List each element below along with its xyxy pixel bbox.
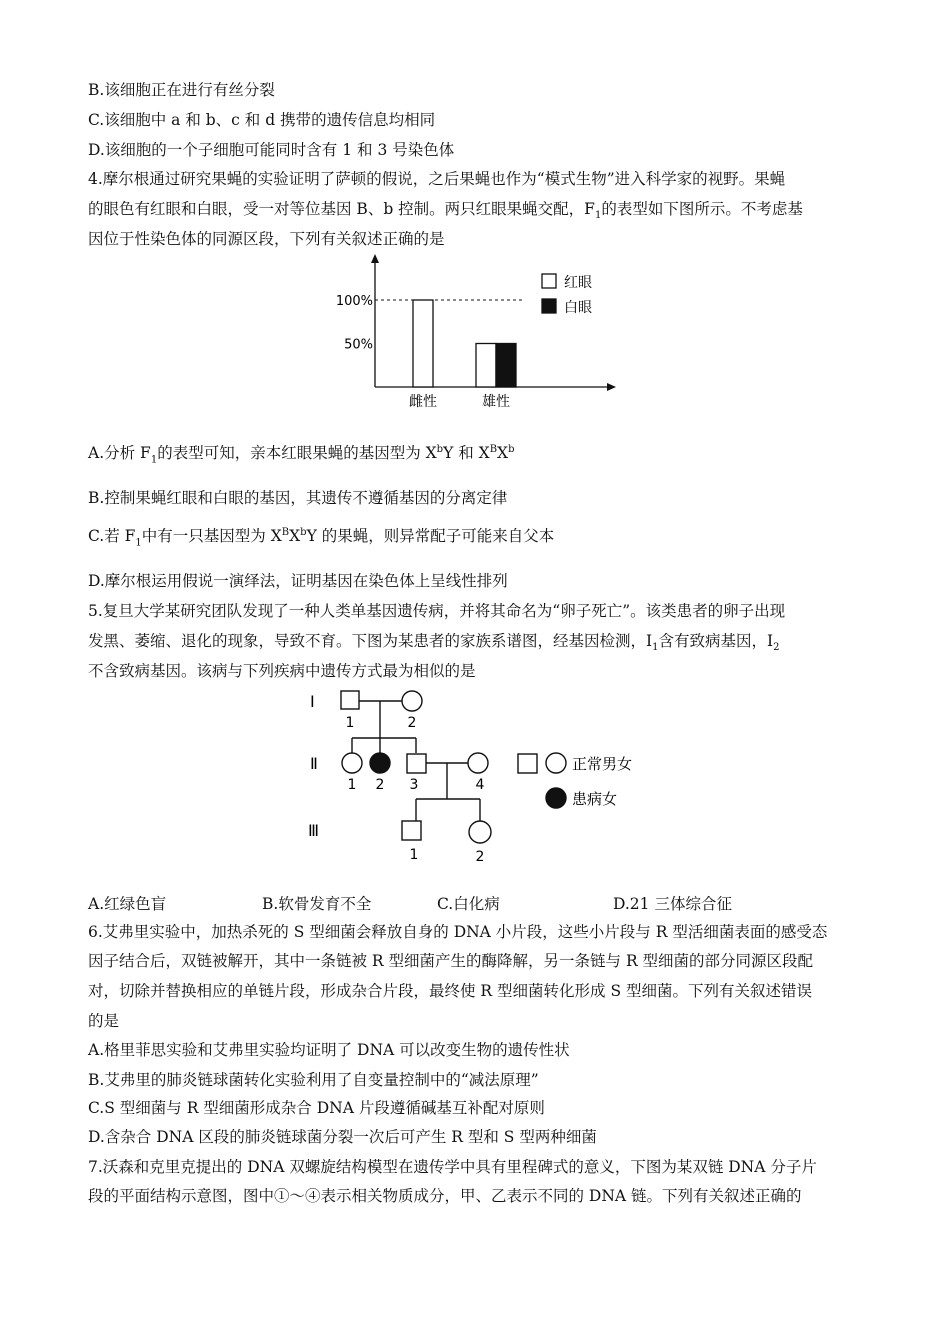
eye-color-bar-chart [330,252,630,412]
q5-option-d: D.21 三体综合征 [613,895,732,913]
q6-option-b: B.艾弗里的肺炎链球菌转化实验利用了自变量控制中的“减法原理” [88,1071,539,1089]
q4-option-a: A.分析 $F_1$的表型可知，亲本红眼果蝇的基因型为 $X^bY$ 和 $X^BX^b$ [88,444,515,466]
q4-option-b: B.控制果蝇红眼和白眼的基因，其遗传不遵循基因的分离定律 [88,489,508,507]
q5-stem-line3: 不含致病基因。该病与下列疾病中遗传方式最为相似的是 [88,662,476,680]
q5-stem-line1: 5.复旦大学某研究团队发现了一种人类单基因遗传病，并将其命名为“卵子死亡”。该类患者的卵子出现 [88,602,786,620]
bar-male-white [496,344,516,388]
q3-option-c: C.该细胞中 a 和 b、c 和 d 携带的遗传信息均相同 [88,111,436,129]
ii3-number: 3 [409,777,419,793]
ii4-female-normal [468,753,488,773]
gen-label-2: Ⅱ [310,754,318,773]
legend-male-normal [518,754,537,773]
ytick-label-50: 50% [344,337,373,353]
q7-stem-line2: 段的平面结构示意图，图中①～④表示相关物质成分，甲、乙表示不同的 DNA 链。下列有关叙述正确的 [88,1187,802,1205]
iii1-male-normal [402,821,421,840]
q6-stem-line2: 因子结合后，双链被解开，其中一条链被 R 型细菌产生的酶降解，另一条链与 R 型细菌的部分同源区段配 [88,952,814,970]
q5-stem-line2: 发黑、萎缩、退化的现象，导致不育。下图为某患者的家族系谱图，经基因检测，$Ⅰ_1$含有致病基因，$Ⅰ_2$ [88,632,780,654]
ii1-female-normal [342,753,362,773]
legend-female-affected [546,788,566,808]
ii2-number: 2 [375,777,385,793]
family-pedigree [300,686,660,868]
q4-option-c: C.若 $F_1$中有一只基因型为 $X^BX^bY$ 的果蝇，则异常配子可能来自父本 [88,527,555,549]
i1-male-normal [341,691,359,709]
q6-option-a: A.格里菲思实验和艾弗里实验均证明了 DNA 可以改变生物的遗传性状 [88,1041,570,1059]
q4-stem-line3: 因位于性染色体的同源区段，下列有关叙述正确的是 [88,230,445,248]
q6-option-c: C.S 型细菌与 R 型细菌形成杂合 DNA 片段遵循碱基互补配对原则 [88,1099,545,1117]
bar-female-red [413,300,433,387]
q3-option-d: D.该细胞的一个子细胞可能同时含有 1 和 3 号染色体 [88,141,455,159]
ii1-number: 1 [347,777,357,793]
ii4-number: 4 [475,777,485,793]
y-axis-arrow [371,254,379,263]
q5-option-c: C.白化病 [437,895,500,913]
iii1-number: 1 [409,847,419,863]
q4-stem-line2: 的眼色有红眼和白眼，受一对等位基因 B、b 控制。两只红眼果蝇交配，$F_1$的表型如下图所示。不考虑基 [88,200,803,222]
q4-stem-line1: 4.摩尔根通过研究果蝇的实验证明了萨顿的假说，之后果蝇也作为“模式生物”进入科学家的视野。果蝇 [88,170,786,188]
ii2-female-affected [370,753,390,773]
bar-male-red [476,344,496,388]
q6-stem-line3: 对，切除并替换相应的单链片段，形成杂合片段，最终使 R 型细菌转化形成 S 型细菌。下列有关叙述错误 [88,982,813,1000]
gen-label-3: Ⅲ [308,821,320,840]
legend-red-swatch [542,274,556,288]
legend-white-swatch [542,299,556,313]
legend-normal-label: 正常男女 [572,755,633,773]
iii2-number: 2 [475,849,485,865]
q5-option-a: A.红绿色盲 [88,895,167,913]
legend-red-label: 红眼 [564,275,592,291]
q6-stem-line1: 6.艾弗里实验中，加热杀死的 S 型细菌会释放自身的 DNA 小片段，这些小片段与 R 型活细菌表面的感受态 [88,923,828,941]
q3-option-b: B.该细胞正在进行有丝分裂 [88,81,275,99]
legend-affected-label: 患病女 [572,790,618,808]
q6-option-d: D.含杂合 DNA 区段的肺炎链球菌分裂一次后可产生 R 型和 S 型两种细菌 [88,1128,597,1146]
i1-number: 1 [345,715,355,731]
ytick-label-100: 100% [335,294,373,309]
q7-stem-line1: 7.沃森和克里克提出的 DNA 双螺旋结构模型在遗传学中具有里程碑式的意义，下图为某双链 DNA 分子片 [88,1158,817,1176]
q6-stem-line4: 的是 [88,1012,120,1030]
gen-label-1: Ⅰ [310,692,315,711]
q5-option-b: B.软骨发育不全 [262,895,372,913]
ii3-male-normal [407,754,426,773]
legend-white-label: 白眼 [564,300,592,316]
xtick-label-male: 雄性 [482,394,510,410]
legend-female-normal [546,753,566,773]
q4-option-d: D.摩尔根运用假说一演绎法，证明基因在染色体上呈线性排列 [88,572,508,590]
iii2-female-normal [469,821,491,843]
xtick-label-female: 雌性 [409,394,437,410]
i2-female-normal [402,691,422,711]
x-axis-arrow [607,383,616,391]
i2-number: 2 [407,715,417,731]
